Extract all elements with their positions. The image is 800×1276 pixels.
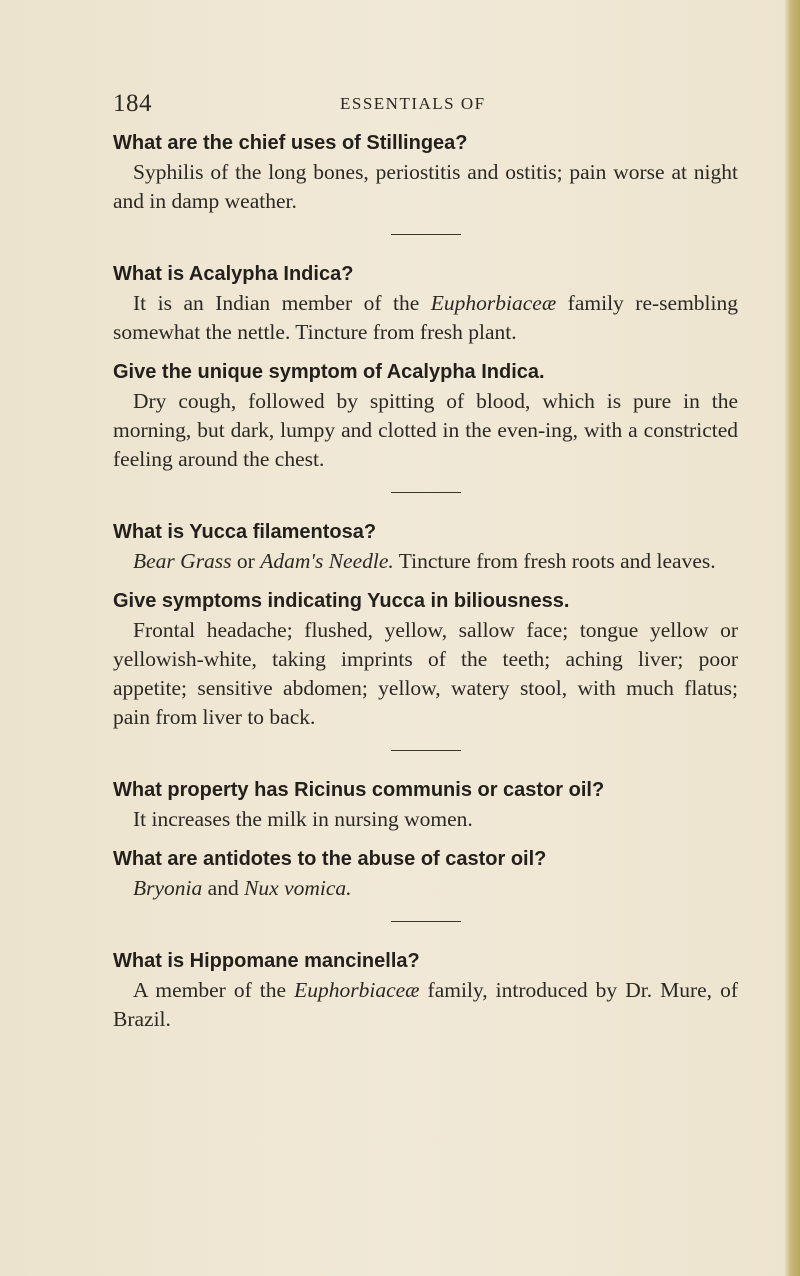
- italic-term: Bear Grass: [133, 549, 232, 573]
- answer: Frontal headache; flushed, yellow, sallow face; tongue yellow or yellowish-white, taking imprints of the teeth; aching liver; poor appetite; sensitive abdomen; yellow, watery stool, with much flatus; pain from liver to back.: [113, 618, 738, 729]
- question: What is Acalypha Indica?: [113, 263, 354, 285]
- qa-yucca-symptoms: [113, 586, 738, 732]
- page-header: [113, 90, 738, 118]
- answer: It is an Indian member of the Euphorbiaceæ family re-sembling somewhat the nettle. Tincture from fresh plant.: [113, 291, 738, 344]
- qa-acalypha-symptom: [113, 357, 738, 474]
- answer: Dry cough, followed by spitting of blood, which is pure in the morning, but dark, lumpy and clotted in the even-ing, with a constricted feeling around the chest.: [113, 389, 738, 471]
- italic-term: Euphorbiaceæ: [294, 978, 420, 1002]
- italic-term: Euphorbiaceæ: [430, 291, 557, 315]
- qa-ricinus: [113, 775, 738, 834]
- qa-hippomane: [113, 946, 738, 1034]
- question: Give symptoms indicating Yucca in biliousness.: [113, 590, 570, 612]
- answer: Syphilis of the long bones, periostitis and ostitis; pain worse at night and in damp weather.: [113, 160, 738, 213]
- question: What are antidotes to the abuse of castor oil?: [113, 848, 547, 870]
- answer: Bear Grass or Adam's Needle. Tincture from fresh roots and leaves.: [133, 549, 716, 573]
- answer: Bryonia and Nux vomica.: [133, 876, 352, 900]
- answer: A member of the Euphorbiaceæ family, introduced by Dr. Mure, of Brazil.: [113, 978, 738, 1031]
- section-divider: [391, 492, 461, 493]
- page-content: [113, 128, 738, 1044]
- italic-term: Adam's Needle.: [260, 549, 394, 573]
- question: What property has Ricinus communis or castor oil?: [113, 779, 605, 801]
- question: What is Hippomane mancinella?: [113, 950, 420, 972]
- section-divider: [391, 234, 461, 235]
- question: Give the unique symptom of Acalypha Indica.: [113, 361, 545, 383]
- qa-castor-antidotes: [113, 844, 738, 903]
- page-number: 184: [113, 90, 152, 117]
- italic-term: Nux vomica.: [244, 876, 352, 900]
- answer: It increases the milk in nursing women.: [133, 807, 473, 831]
- page-edge: [784, 0, 800, 1276]
- italic-term: Bryonia: [133, 876, 203, 900]
- qa-stillingea: [113, 128, 738, 216]
- qa-yucca: [113, 517, 738, 576]
- question: What is Yucca filamentosa?: [113, 521, 377, 543]
- qa-acalypha: [113, 259, 738, 347]
- section-divider: [391, 750, 461, 751]
- question: What are the chief uses of Stillingea?: [113, 132, 468, 154]
- running-head: ESSENTIALS OF: [340, 94, 486, 113]
- section-divider: [391, 921, 461, 922]
